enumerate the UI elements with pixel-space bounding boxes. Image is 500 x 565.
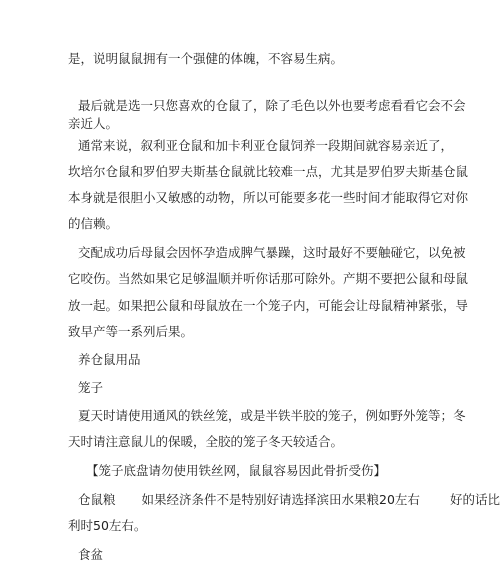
section-heading-cage: 笼子: [78, 380, 104, 395]
text-line-5: 坎培尔仓鼠和罗伯罗夫斯基仓鼠就比较难一点，尤其是罗伯罗夫斯基仓鼠: [68, 164, 469, 179]
text-line-food-cont: 利时50左右。: [68, 518, 147, 533]
text-line-8: 交配成功后母鼠会因怀孕造成脾气暴躁，这时最好不要触碰它，以免被: [78, 245, 466, 260]
text-line-food: [78, 492, 500, 508]
food-text: 如果经济条件不是特别好请选择滨田水果粮20左右: [141, 492, 420, 507]
text-line-10: 放一起。如果把公鼠和母鼠放在一个笼子内，可能会让母鼠精神紧张，导: [68, 298, 469, 313]
text-line-bracket-note: 【笼子底盘请勿使用铁丝网，鼠鼠容易因此骨折受伤】: [86, 463, 387, 478]
food-tail: 好的话比: [449, 492, 500, 507]
section-heading-supplies: 养仓鼠用品: [78, 352, 141, 367]
text-line-4: 通常来说，叙利亚仓鼠和加卡利亚仓鼠饲养一段期间就容易亲近了，: [78, 138, 454, 153]
text-line-14: 夏天时请使用通风的铁丝笼，或是半铁半胶的笼子，例如野外笼等；冬: [78, 408, 466, 423]
section-heading-bowl: 食盆: [78, 547, 104, 562]
food-label: 仓鼠粮: [78, 492, 116, 507]
text-line-1: 是，说明鼠鼠拥有一个强健的体魄，不容易生病。: [68, 51, 344, 66]
text-line-11: 致早产等一系列后果。: [68, 324, 194, 339]
text-line-7: 的信赖。: [68, 216, 119, 231]
text-line-6: 本身就是很胆小又敏感的动物，所以可能要多花一些时间才能取得它对你: [68, 190, 469, 205]
text-line-2: 最后就是选一只您喜欢的仓鼠了，除了毛色以外也要考虑看看它会不会: [78, 98, 466, 113]
text-line-15: 天时请注意鼠儿的保暖，全胶的笼子冬天较适合。: [68, 434, 344, 449]
text-line-3: 亲近人。: [68, 116, 119, 131]
text-line-9: 它咬伤。当然如果它足够温顺并听你话那可除外。产期不要把公鼠和母鼠: [68, 271, 469, 286]
